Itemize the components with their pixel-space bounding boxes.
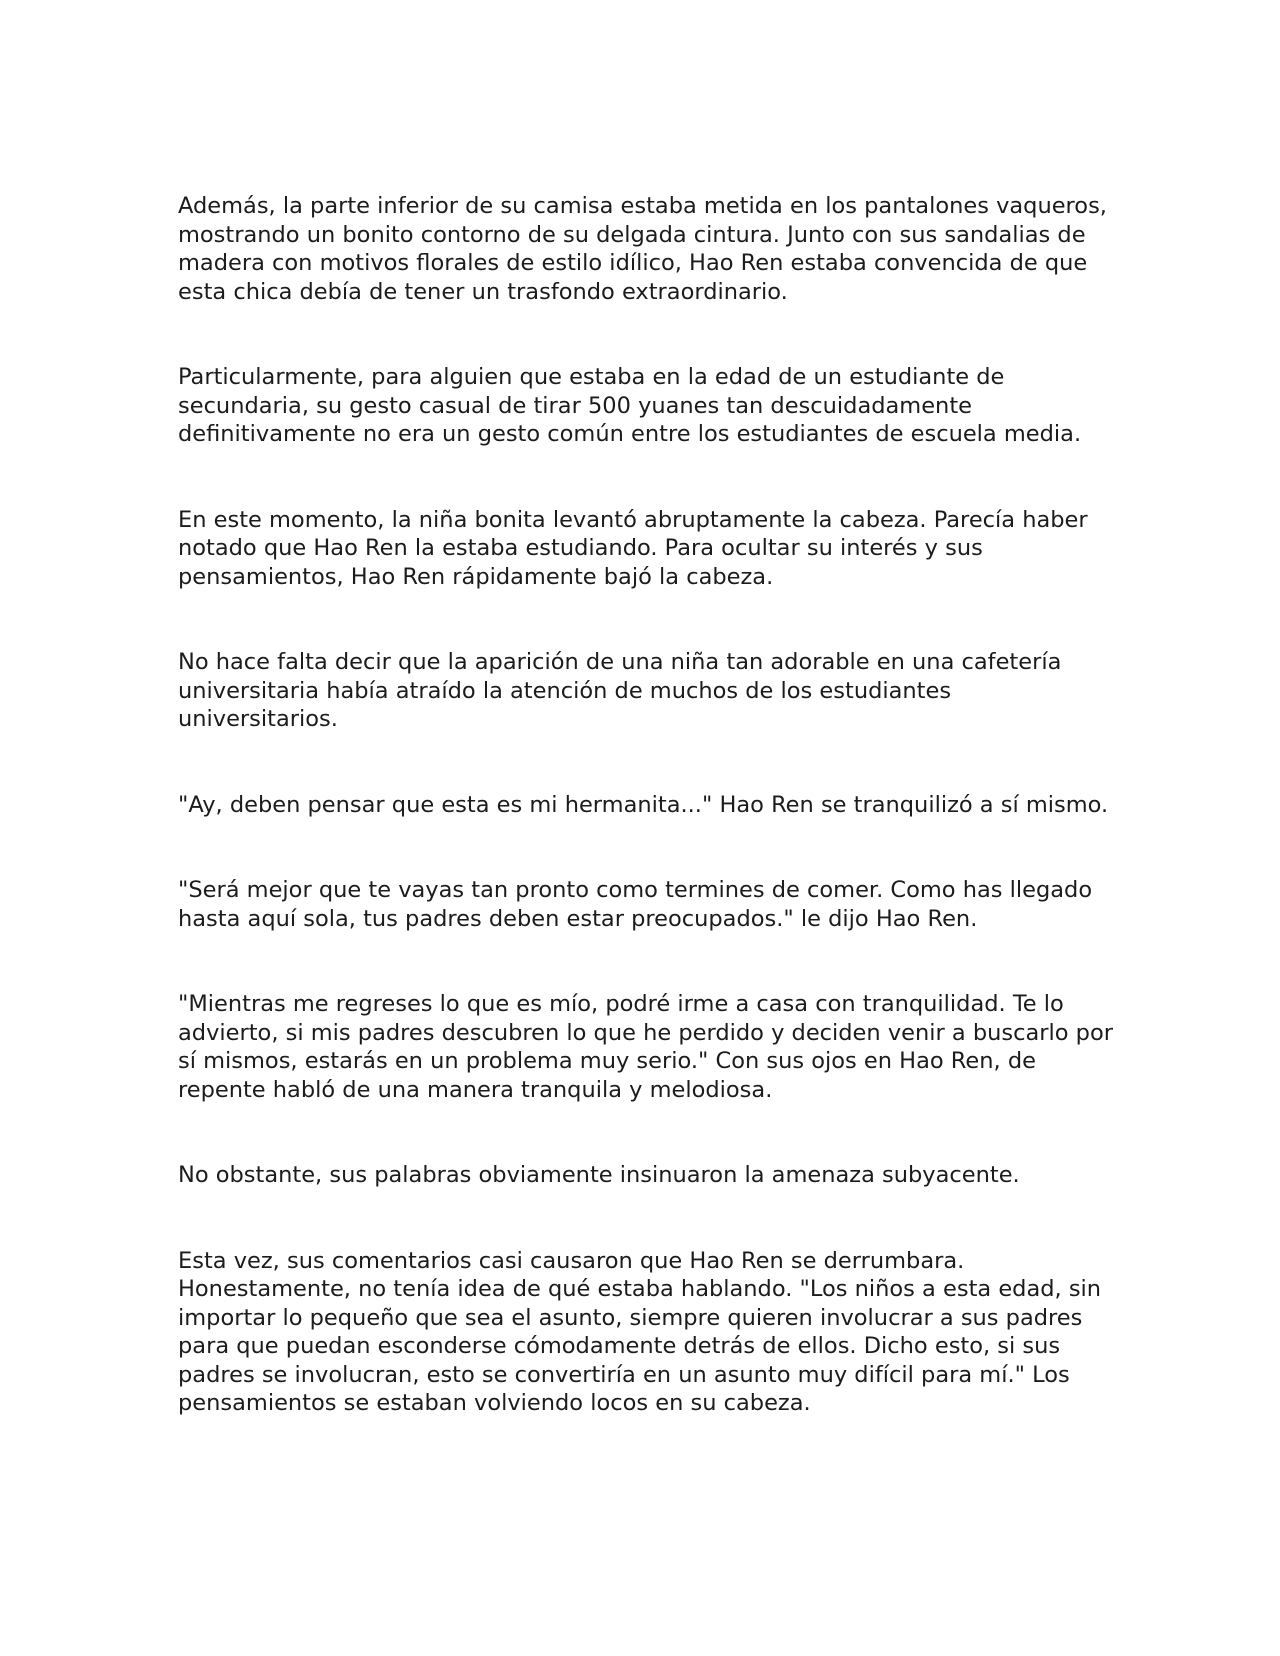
- paragraph: No obstante, sus palabras obviamente insinuaron la amenaza subyacente.: [178, 1162, 1020, 1188]
- paragraph: En este momento, la niña bonita levantó abruptamente la cabeza. Parecía haber notado que Hao Ren la estaba estudiando. Para ocultar su interés y sus pensamientos, Hao Ren rápidamente bajó la cabeza.: [178, 506, 1088, 590]
- paragraph: "Mientras me regreses lo que es mío, podré irme a casa con tranquilidad. Te lo advierto, si mis padres descubren lo que he perdido y deciden venir a buscarlo por sí mismos, estarás en un problema muy serio." Con sus ojos en Hao Ren, de repente habló de una manera tranquila y melodiosa.: [178, 991, 1113, 1103]
- paragraph: Además, la parte inferior de su camisa estaba metida en los pantalones vaqueros, mostrando un bonito contorno de su delgada cintura. Junto con sus sandalias de madera con motivos florales de estilo idílico, Hao Ren estaba convencida de que esta chica debía de tener un trasfondo extraordinario.: [178, 193, 1107, 305]
- document-body: [178, 192, 1118, 1475]
- paragraph: Esta vez, sus comentarios casi causaron que Hao Ren se derrumbara. Honestamente, no tenía idea de qué estaba hablando. "Los niños a esta edad, sin importar lo pequeño que sea el asunto, siempre quieren involucrar a sus padres para que puedan esconderse cómodamente detrás de ellos. Dicho esto, si sus padres se involucran, esto se convertiría en un asunto muy difícil para mí." Los pensamientos se estaban volviendo locos en su cabeza.: [178, 1247, 1102, 1416]
- paragraph: "Será mejor que te vayas tan pronto como termines de comer. Como has llegado hasta aquí sola, tus padres deben estar preocupados." le dijo Hao Ren.: [178, 877, 1093, 932]
- paragraph: "Ay, deben pensar que esta es mi hermanita..." Hao Ren se tranquilizó a sí mismo.: [178, 791, 1109, 818]
- paragraph: No hace falta decir que la aparición de una niña tan adorable en una cafetería universitaria había atraído la atención de muchos de los estudiantes universitarios.: [178, 649, 1062, 732]
- paragraph: Particularmente, para alguien que estaba en la edad de un estudiante de secundaria, su gesto casual de tirar 500 yuanes tan descuidadamente definitivamente no era un gesto común entre los estudiantes de escuela media.: [178, 364, 1082, 447]
